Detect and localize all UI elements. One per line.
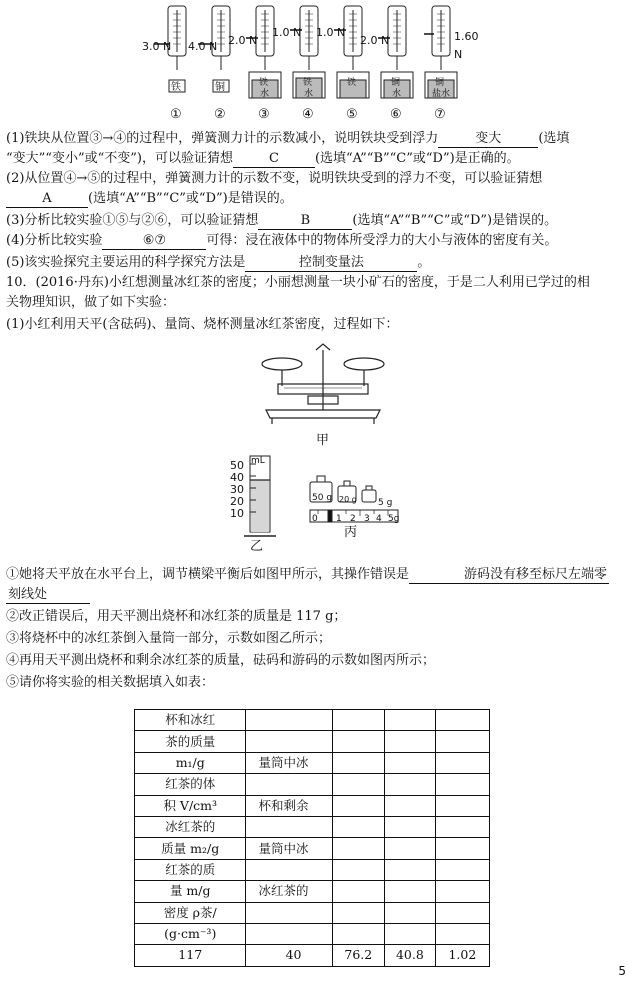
table-cell: 红茶的体 xyxy=(135,774,246,795)
table-cell xyxy=(385,816,436,837)
table-cell xyxy=(435,838,489,859)
reading-6: 2.0 N xyxy=(360,34,390,47)
q10-part1: (1)小红利用天平(含砝码)、量筒、烧杯测量冰红茶密度，过程如下： xyxy=(6,317,399,332)
page-number: 5 xyxy=(618,964,626,978)
table-cell xyxy=(246,923,332,944)
table-cell: 量筒中冰 xyxy=(246,752,332,773)
table-cell: 积 V/cm³ xyxy=(135,795,246,816)
weights-figure xyxy=(306,466,402,540)
reading-5: 1.0 N xyxy=(316,26,346,39)
table-cell: 冰红茶的 xyxy=(246,881,332,902)
q9-part1-line2: “变大”“变小”或“不变”)，可以验证猜想 C (选填“A”“B”“C”或“D”)是正确的。 xyxy=(6,151,520,166)
table-cell xyxy=(435,752,489,773)
liquid-label-7: 盐水 xyxy=(432,89,451,99)
weight-50g: 50 g xyxy=(312,493,333,503)
table-cell xyxy=(385,838,436,859)
table-cell xyxy=(385,731,436,752)
table-cell xyxy=(246,902,332,923)
table-cell xyxy=(435,902,489,923)
table-row xyxy=(135,923,490,944)
reading-1: 3.0 N xyxy=(142,40,172,53)
table-cell xyxy=(385,774,436,795)
table-row xyxy=(135,902,490,923)
table-row xyxy=(135,816,490,837)
table-cell xyxy=(332,710,384,731)
table-cell: 76.2 xyxy=(332,945,384,966)
ruler-tick-5: 5g xyxy=(388,514,400,524)
answer-blank: 游码没有移至标尺左端零 xyxy=(409,567,609,584)
table-cell: 40 xyxy=(246,945,332,966)
position-1: ① xyxy=(170,107,182,122)
table-cell xyxy=(385,902,436,923)
cylinder-tick-50: 50 xyxy=(230,459,244,472)
q10-step1-line2 xyxy=(6,586,90,604)
table-cell: 茶的质量 xyxy=(135,731,246,752)
table-cell xyxy=(246,816,332,837)
ruler-tick-0: 0 xyxy=(312,514,318,524)
liquid-label-3: 水 xyxy=(260,89,270,99)
table-cell xyxy=(332,731,384,752)
table-cell: 杯和剩余 xyxy=(246,795,332,816)
balance-drawing xyxy=(258,340,388,430)
measuring-cylinder-figure xyxy=(226,452,286,556)
table-cell: 密度 ρ茶/ xyxy=(135,902,246,923)
position-5: ⑤ xyxy=(346,107,358,122)
q9-part5: (5)该实验探究主要运用的科学探究方法是 控制变量法 。 xyxy=(6,255,431,270)
table-cell xyxy=(332,752,384,773)
q10-step3: ③将烧杯中的冰红茶倒入量筒一部分，示数如图乙所示； xyxy=(6,631,332,646)
q10-intro-line2: 关物理知识，做了如下实验： xyxy=(6,295,176,310)
table-row xyxy=(135,795,490,816)
cylinder-unit: mL xyxy=(251,456,265,466)
table-cell xyxy=(246,710,332,731)
answer-blank: 控制变量法 xyxy=(245,255,417,272)
q10-step5: ⑤请你将实验的相关数据填入如表： xyxy=(6,675,215,690)
table-cell xyxy=(385,710,436,731)
ruler-tick-4: 4 xyxy=(376,514,382,524)
ruler-tick-3: 3 xyxy=(364,514,370,524)
table-cell xyxy=(435,881,489,902)
liquid-label-4: 水 xyxy=(304,89,314,99)
reading-7: 1.60 N xyxy=(454,30,479,61)
answer-blank: B xyxy=(258,213,352,230)
q10-intro-line1: 10．(2016·丹东)小红想测量冰红茶的密度；小丽想测量一块小矿石的密度，于是二人利用已学过的相 xyxy=(6,275,590,290)
table-row xyxy=(135,752,490,773)
table-cell xyxy=(385,752,436,773)
answer-blank: 刻线处 xyxy=(6,587,90,604)
object-label-6: 铜 xyxy=(391,78,401,88)
table-cell: m₁/g xyxy=(135,752,246,773)
table-cell xyxy=(332,902,384,923)
balance-figure xyxy=(258,340,388,448)
table-row xyxy=(135,859,490,880)
table-cell xyxy=(435,923,489,944)
cylinder-tick-30: 30 xyxy=(230,483,244,496)
table-cell xyxy=(246,774,332,795)
object-label-5: 铁 xyxy=(347,78,357,88)
table-cell xyxy=(435,795,489,816)
cylinder-tick-10: 10 xyxy=(230,507,244,520)
table-cell xyxy=(332,816,384,837)
q10-step1-line1: ①她将天平放在水平台上，调节横梁平衡后如图甲所示，其操作错误是 游码没有移至标尺左端零 xyxy=(6,567,608,582)
table-cell xyxy=(332,923,384,944)
reading-2: 4.0 N xyxy=(188,40,218,53)
table-row xyxy=(135,731,490,752)
q9-part2-line2: A (选填“A”“B”“C”或“D”)是错误的。 xyxy=(6,190,293,208)
object-label-1: 铁 xyxy=(171,82,181,93)
table-row xyxy=(135,774,490,795)
table-cell xyxy=(332,859,384,880)
q9-part4: (4)分析比较实验 ⑥⑦ 可得：浸在液体中的物体所受浮力的大小与液体的密度有关。 xyxy=(6,233,558,248)
position-2: ② xyxy=(214,107,226,122)
position-4: ④ xyxy=(302,107,314,122)
ruler-tick-2: 2 xyxy=(350,514,356,524)
table-cell xyxy=(435,710,489,731)
weight-20g: 20 g xyxy=(339,495,357,504)
q9-part3: (3)分析比较实验①⑤与②⑥，可以验证猜想 B (选填“A”“B”“C”或“D”)是错误的。 xyxy=(6,213,558,228)
table-cell xyxy=(246,731,332,752)
table-cell xyxy=(332,795,384,816)
object-label-7: 铜 xyxy=(435,78,445,88)
position-6: ⑥ xyxy=(390,107,402,122)
table-cell xyxy=(246,859,332,880)
ruler-tick-1: 1 xyxy=(336,514,342,524)
q9-part2-line1: (2)从位置④→⑤的过程中，弹簧测力计的示数不变，说明铁块受到的浮力不变，可以验证猜想 xyxy=(6,171,543,186)
table-cell: 量筒中冰 xyxy=(246,838,332,859)
table-cell xyxy=(435,859,489,880)
cylinder-tick-20: 20 xyxy=(230,495,244,508)
object-label-3: 铁 xyxy=(259,78,269,88)
table-cell xyxy=(332,774,384,795)
table-cell xyxy=(332,881,384,902)
answer-blank: A xyxy=(6,191,88,208)
weight-5g: 5 g xyxy=(378,498,393,508)
table-cell xyxy=(435,774,489,795)
object-label-4: 铁 xyxy=(303,78,313,88)
figure-caption-yi: 乙 xyxy=(250,539,264,554)
table-row xyxy=(135,710,490,731)
liquid-label-6: 水 xyxy=(392,89,402,99)
table-cell: (g·cm⁻³) xyxy=(135,923,246,944)
figure-caption-bing: 丙 xyxy=(344,525,358,540)
q9-part1-line1: (1)铁块从位置③→④的过程中，弹簧测力计的示数减小，说明铁块受到浮力 变大 (选填 xyxy=(6,131,570,146)
table-cell: 117 xyxy=(135,945,246,966)
data-table-body xyxy=(135,710,490,967)
table-cell: 红茶的质 xyxy=(135,859,246,880)
table-cell xyxy=(385,923,436,944)
table-cell xyxy=(332,838,384,859)
table-cell xyxy=(385,881,436,902)
answer-blank: C xyxy=(233,151,315,168)
position-7: ⑦ xyxy=(434,107,446,122)
table-cell xyxy=(435,731,489,752)
table-row xyxy=(135,881,490,902)
table-cell xyxy=(435,816,489,837)
table-cell: 冰红茶的 xyxy=(135,816,246,837)
cylinder-tick-40: 40 xyxy=(230,471,244,484)
table-cell: 量 m/g xyxy=(135,881,246,902)
table-cell: 1.02 xyxy=(435,945,489,966)
object-label-2: 铜 xyxy=(215,82,225,93)
data-table xyxy=(134,709,490,967)
table-row xyxy=(135,838,490,859)
table-cell: 质量 m₂/g xyxy=(135,838,246,859)
answer-blank: 变大 xyxy=(438,131,538,148)
reading-4: 1.0 N xyxy=(272,26,302,39)
table-cell xyxy=(385,795,436,816)
spring-scale-figure xyxy=(130,0,490,120)
table-cell: 杯和冰红 xyxy=(135,710,246,731)
reading-3: 2.0 N xyxy=(228,34,258,47)
figure-caption-jia: 甲 xyxy=(316,433,330,448)
q10-step2: ②改正错误后，用天平测出烧杯和冰红茶的质量是 117 g； xyxy=(6,609,347,624)
answer-blank: ⑥⑦ xyxy=(102,233,206,250)
q10-step4: ④再用天平测出烧杯和剩余冰红茶的质量，砝码和游码的示数如图丙所示； xyxy=(6,653,436,668)
table-row xyxy=(135,945,490,966)
table-cell: 40.8 xyxy=(385,945,436,966)
position-3: ③ xyxy=(258,107,270,122)
table-cell xyxy=(385,859,436,880)
